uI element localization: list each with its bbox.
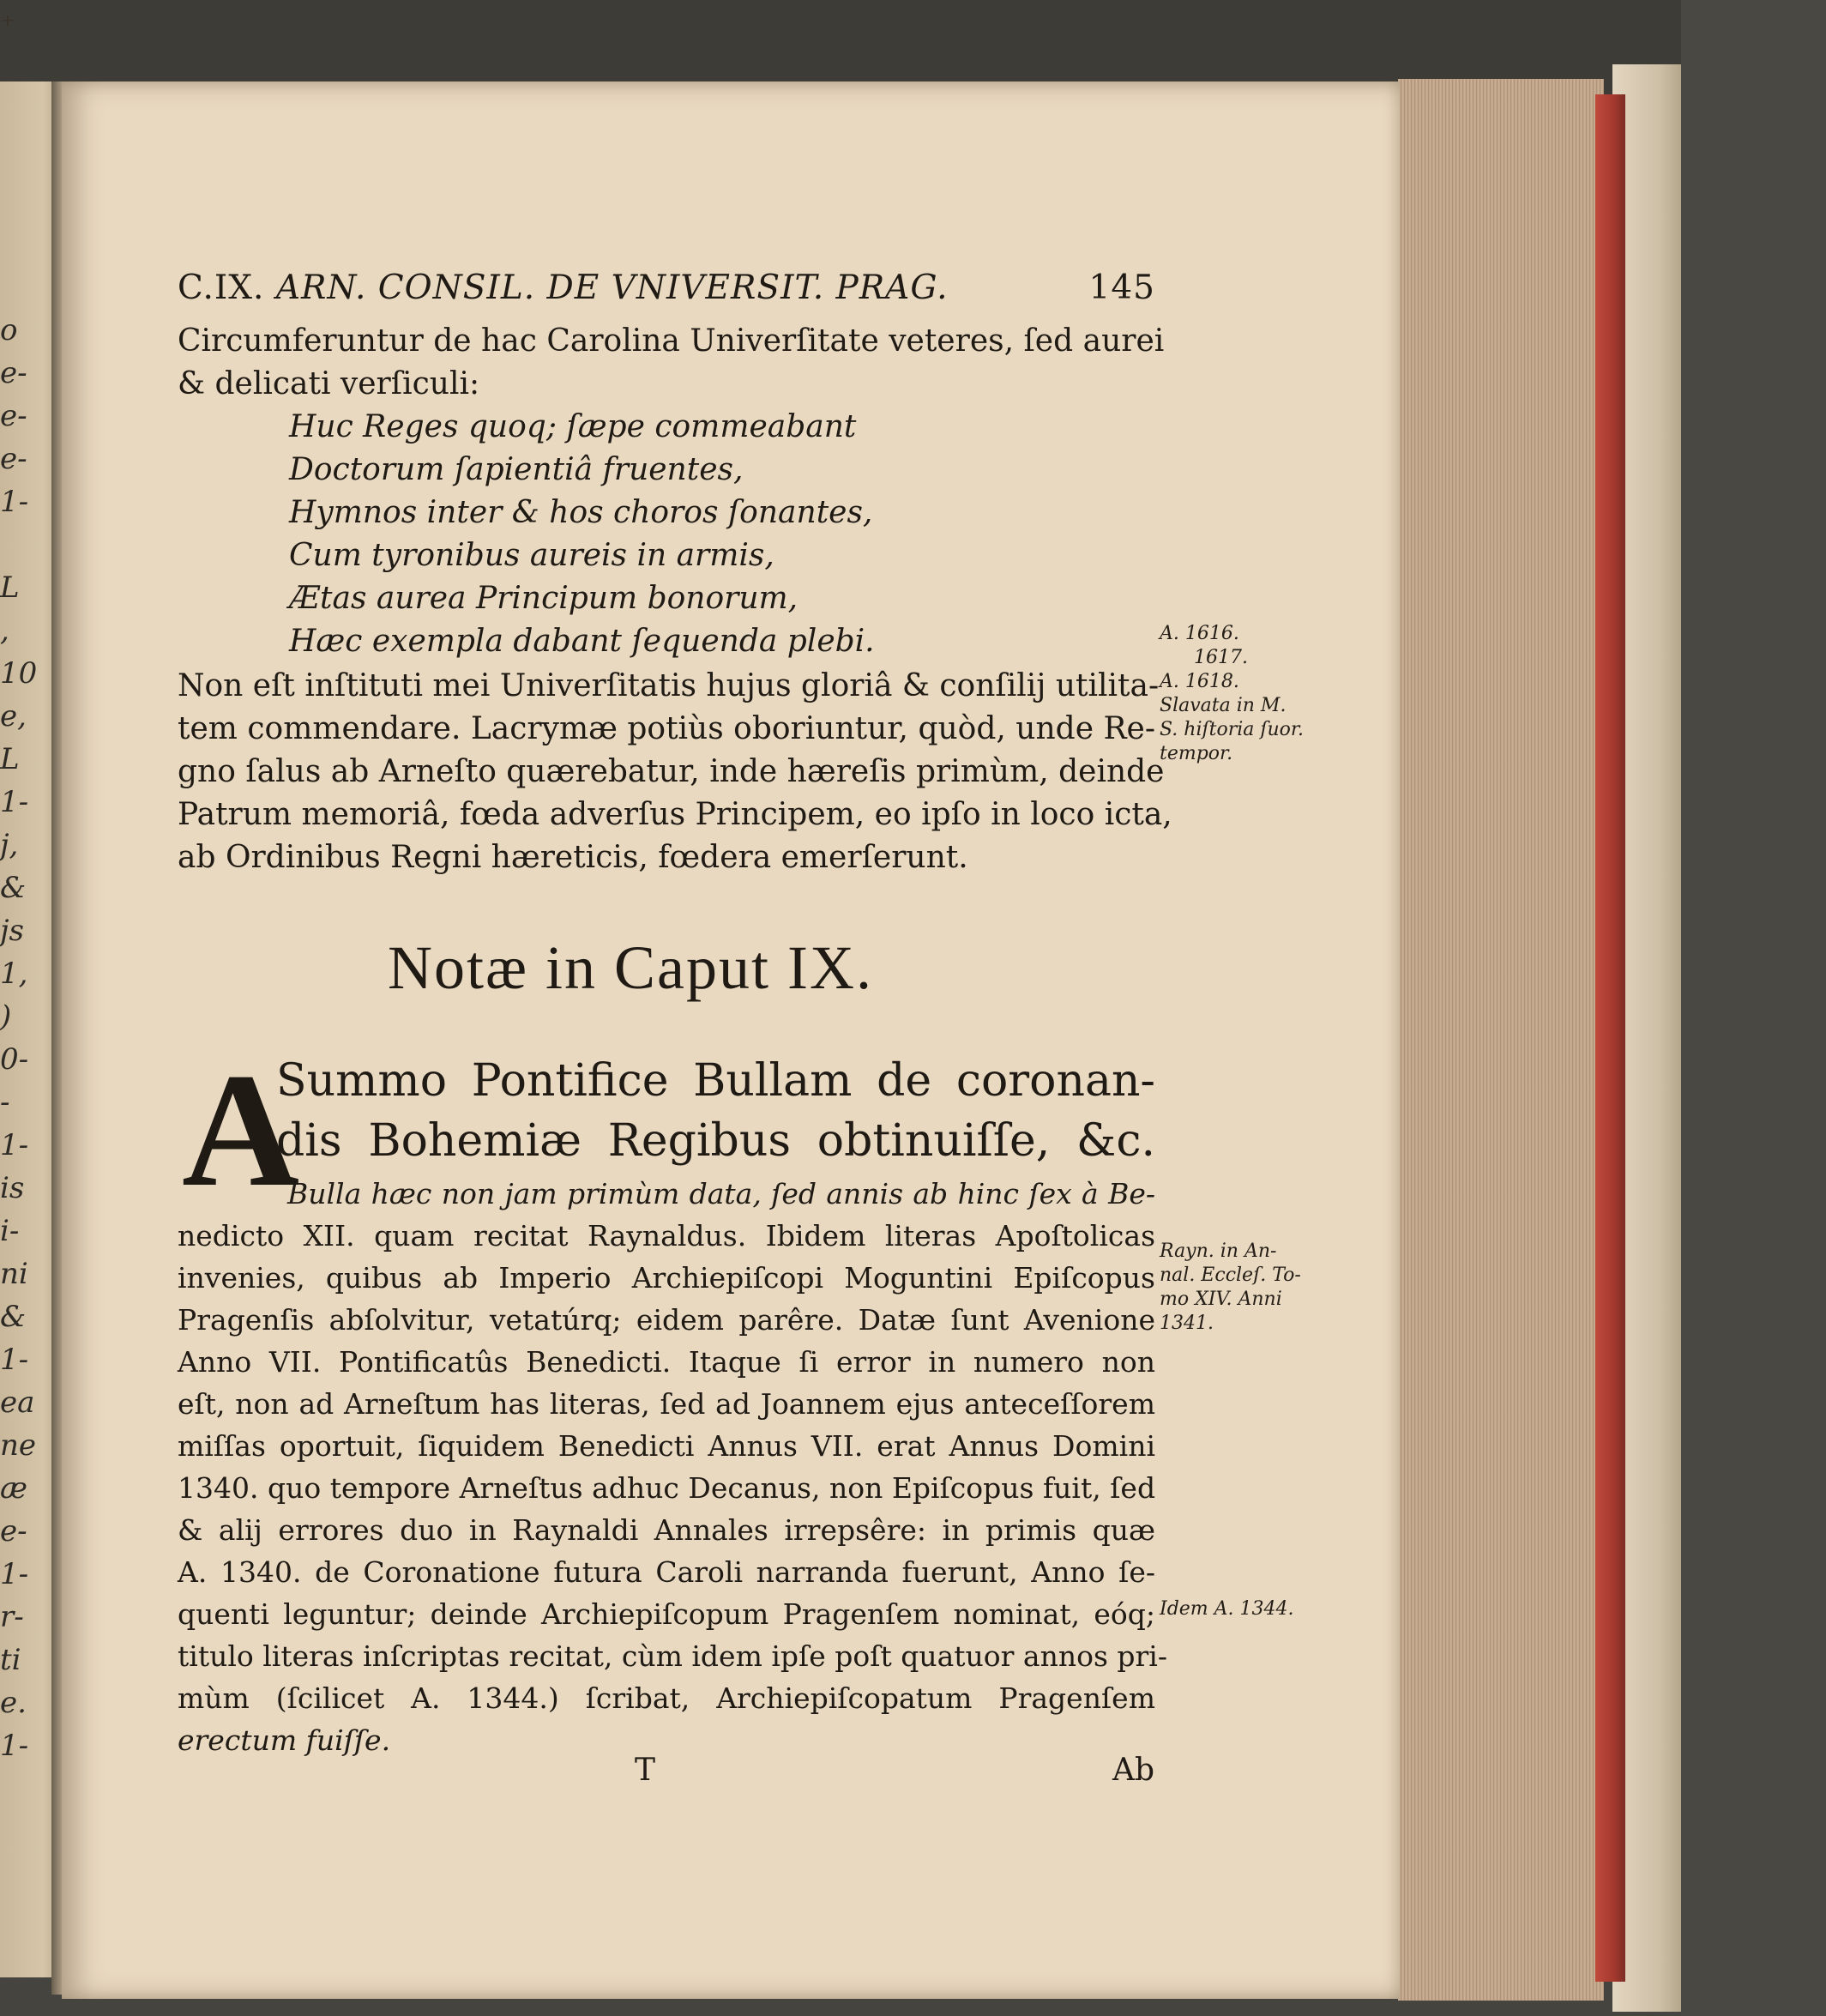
margin-note: Slavata in M. (1160, 695, 1287, 716)
previous-page-fragment: o (0, 313, 18, 347)
background-right (1681, 0, 1826, 2016)
previous-page-fragment: & (0, 871, 27, 905)
notes-line: invenies, quibus ab Imperio Archiepiſcopi Moguntini Epiſcopus (178, 1261, 1155, 1295)
lemma-line: Summo Pontifice Bullam de coronan- (276, 1055, 1155, 1107)
previous-page-fragment: 1- (0, 1557, 29, 1591)
previous-page-fragment: e, (0, 699, 27, 733)
margin-note: A. 1616. (1160, 623, 1239, 644)
previous-page-fragment: ) (0, 999, 12, 1034)
lemma (276, 1051, 1155, 1171)
notes-line: titulo literas inſcriptas recitat, cùm idem ipſe poſt quatuor annos pri- (178, 1639, 1168, 1673)
margin-note: 1341. (1160, 1313, 1214, 1334)
previous-page-fragment: ne (0, 1428, 37, 1463)
text-line: Patrum memoriâ, fœda adverſus Principem, eo ipſo in loco icta, (178, 797, 1172, 832)
notes-line: mùm (ſcilicet A. 1344.) ſcribat, Archiepiſcopatum Pragenſem (178, 1681, 1155, 1715)
margin-notes-2 (1160, 1240, 1348, 1336)
previous-page-fragment: e- (0, 356, 27, 390)
red-page-edge (1595, 94, 1625, 1982)
previous-page-fragment: 1, (0, 957, 28, 991)
notes-line: quenti leguntur; deinde Archiepiſcopum Pragenſem nominat, eóq; (178, 1597, 1155, 1631)
previous-page-fragment: js (0, 914, 24, 948)
previous-page-fragment: is (0, 1171, 25, 1205)
notes-line: erectum fuiſſe. (178, 1723, 391, 1757)
margin-note: Rayn. in An- (1160, 1240, 1277, 1262)
verse-line: Huc Reges quoq; ſæpe commeabant (289, 409, 857, 444)
margin-note: nal. Eccleſ. To- (1160, 1265, 1301, 1286)
previous-page-fragment: e- (0, 399, 27, 433)
previous-page-fragment: i- (0, 1214, 20, 1248)
verse-line: Hæc exempla dabant ſequenda plebi. (289, 624, 875, 659)
notes-line: eſt, non ad Arneſtum has literas, ſed ad Joannem ejus anteceſſorem (178, 1387, 1155, 1421)
catchword: Ab (1112, 1753, 1155, 1788)
margin-note: S. hiſtoria ſuor. (1160, 719, 1305, 740)
margin-note: Idem A. 1344. (1160, 1598, 1294, 1620)
verse-line: Hymnos inter & hos choros ſonantes, (289, 495, 873, 530)
notes-line: nedicto XII. quam recitat Raynaldus. Ibidem literas Apoſtolicas (178, 1219, 1155, 1252)
book-page (62, 81, 1400, 1999)
verse-line: Doctorum ſapientiâ fruentes, (289, 452, 744, 487)
previous-page-fragment: 1- (0, 1729, 29, 1763)
page-number: 145 (1088, 269, 1155, 307)
paragraph-1 (178, 320, 1165, 663)
previous-page-edge-mark: ⁺ (0, 9, 15, 43)
previous-page-fragment: ea (0, 1385, 35, 1420)
previous-page-fragment: e- (0, 1514, 27, 1548)
previous-page-fragment: & (0, 1300, 27, 1334)
text-line: gno ſalus ab Arneſto quærebatur, inde hæreſis primùm, deinde (178, 754, 1165, 789)
previous-page-fragment: 1- (0, 785, 29, 819)
previous-page-fragment: L (0, 570, 20, 605)
text-line: Non eſt inſtituti mei Univerſitatis hujus gloriâ & conſilij utilita- (178, 668, 1160, 703)
paragraph-2 (178, 665, 1172, 879)
previous-page-fragment: 1- (0, 1128, 29, 1162)
margin-notes-3 (1160, 1597, 1348, 1621)
previous-page-fragment: e- (0, 442, 27, 476)
notes-line: & alij errores duo in Raynaldi Annales irrepsêre: in primis quæ (178, 1513, 1155, 1547)
margin-note: A. 1618. (1160, 671, 1239, 692)
previous-page-fragment: 0- (0, 1042, 29, 1077)
previous-page-fragment: r- (0, 1600, 24, 1634)
text-line: ab Ordinibus Regni hæreticis, fœdera emerſerunt. (178, 840, 968, 875)
margin-note: mo XIV. Anni (1160, 1289, 1282, 1310)
lemma-line: dis Bohemiæ Regibus obtinuiſſe, &c. (276, 1115, 1155, 1167)
previous-page-fragment: e. (0, 1686, 27, 1720)
previous-page-fragment: , (0, 613, 9, 648)
verse-line: Ætas aurea Principum bonorum, (289, 581, 798, 616)
running-head-chapter: C.IX. (178, 269, 265, 307)
page-block-edge (1398, 79, 1604, 2001)
notes-line: 1340. quo tempore Arneſtus adhuc Decanus, non Epiſcopus fuit, ſed (178, 1471, 1156, 1505)
notes-line: A. 1340. de Coronatione futura Caroli narranda fuerunt, Anno ſe- (178, 1555, 1155, 1589)
previous-page-fragment: 10 (0, 656, 38, 691)
verse-line: Cum tyronibus aureis in armis, (289, 538, 774, 573)
drop-capital: A (182, 1041, 300, 1221)
previous-page-fragment: æ (0, 1471, 27, 1506)
signature-mark: T (635, 1753, 656, 1788)
previous-page-fragment: ti (0, 1643, 21, 1677)
notes-line: miſſas oportuit, ſiquidem Benedicti Annus VII. erat Annus Domini (178, 1429, 1155, 1463)
margin-notes-1 (1160, 622, 1348, 766)
margin-note: 1617. (1194, 647, 1248, 668)
section-heading: Notæ in Caput IX. (388, 933, 873, 1002)
previous-page-fragment: j, (0, 828, 19, 862)
previous-page-fragment: 1- (0, 485, 29, 519)
notes-line: Bulla hæc non jam primùm data, ſed annis ab hinc ſex à Be- (287, 1177, 1155, 1210)
running-head (178, 269, 1155, 307)
previous-page-fragment: 1- (0, 1343, 29, 1377)
previous-page-fragment: L (0, 742, 20, 776)
previous-page-fragment: - (0, 1085, 10, 1120)
text-line: Circumferuntur de hac Carolina Univerſitate veteres, ſed aurei (178, 323, 1165, 359)
notes-line: Pragenſis abſolvitur, vetatúrq; eidem parêre. Datæ ſunt Avenione (178, 1303, 1155, 1337)
running-head-title: ARN. CONSIL. DE VNIVERSIT. PRAG. (275, 269, 949, 307)
margin-note: tempor. (1160, 743, 1233, 764)
notes-line: Anno VII. Pontificatûs Benedicti. Itaque ſi error in numero non (178, 1345, 1155, 1379)
text-line: & delicati verſiculi: (178, 366, 480, 401)
previous-page-fragment: ni (0, 1257, 28, 1291)
text-line: tem commendare. Lacrymæ potiùs oboriuntur, quòd, unde Re- (178, 711, 1156, 746)
notes-body (178, 1173, 1168, 1761)
